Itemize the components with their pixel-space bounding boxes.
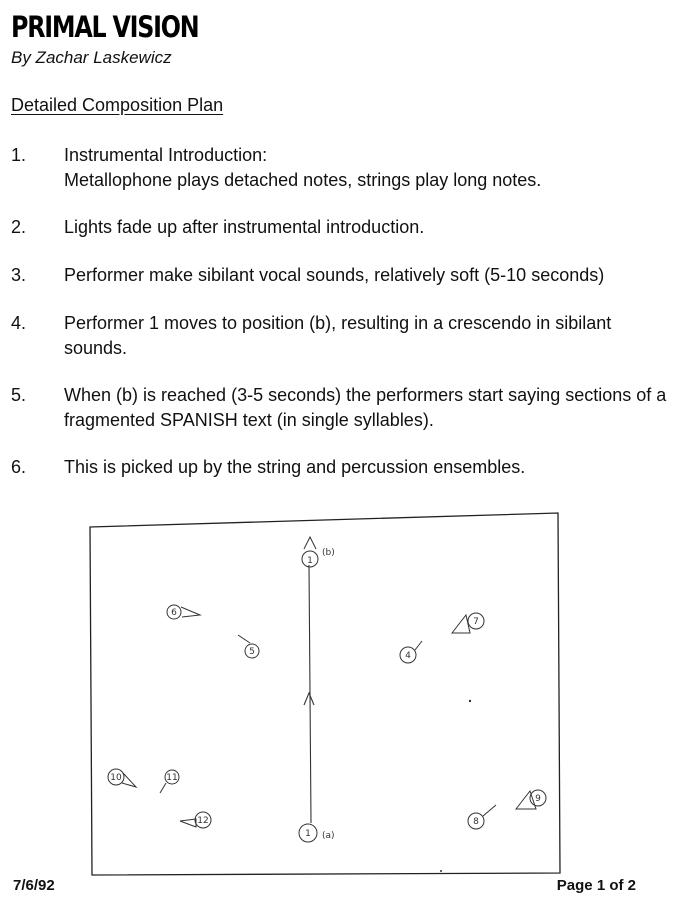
performer-label: 10 <box>110 773 122 783</box>
step-text: Performer 1 moves to position (b), resulting in a crescendo in sibilant sounds. <box>64 313 612 358</box>
position-label: (a) <box>322 831 335 841</box>
performer-label: 5 <box>249 647 255 657</box>
step-number: 6. <box>11 457 27 477</box>
plan-step <box>11 263 671 288</box>
performer-marker <box>238 635 259 658</box>
step-number: 3. <box>11 265 27 285</box>
document-title: PRIMAL VISION <box>11 10 199 44</box>
step-number: 4. <box>11 313 27 333</box>
step-number: 1. <box>11 145 27 165</box>
step-number: 2. <box>11 217 27 237</box>
step-text: Performer make sibilant vocal sounds, relatively soft (5-10 seconds) <box>64 265 605 285</box>
stage-dot <box>440 870 442 872</box>
step-text: Metallophone plays detached notes, strings play long notes. <box>64 170 542 190</box>
performer-marker <box>302 537 335 567</box>
performer-label: 12 <box>197 816 209 826</box>
performer-marker <box>180 812 211 828</box>
performer-marker <box>452 613 484 633</box>
plan-step <box>11 311 671 361</box>
plan-step <box>11 383 671 433</box>
performer-label: 11 <box>166 773 178 783</box>
stage-border <box>90 513 560 875</box>
step-text: Instrumental Introduction: <box>64 145 268 165</box>
step-text: When (b) is reached (3-5 seconds) the performers start saying sections of a fragmented SPANISH text (in single syllables). <box>64 385 667 430</box>
performer-marker <box>167 605 200 619</box>
performer-marker <box>108 769 136 787</box>
performer-marker <box>400 641 422 663</box>
performer-label: 6 <box>171 608 177 618</box>
author-line: By Zachar Laskewicz <box>11 48 172 67</box>
performer-label: 7 <box>473 617 479 627</box>
performer-label: 4 <box>405 651 411 661</box>
stage-diagram <box>78 505 568 880</box>
step-text: This is picked up by the string and percussion ensembles. <box>64 457 526 477</box>
plan-heading: Detailed Composition Plan <box>11 95 224 115</box>
plan-step <box>11 455 671 480</box>
performer-marker <box>516 790 546 809</box>
step-text: Lights fade up after instrumental introduction. <box>64 217 425 237</box>
footer-date: 7/6/92 <box>13 877 55 894</box>
performer-label: 1 <box>305 829 311 839</box>
stage-dot <box>469 700 471 702</box>
plan-step <box>11 143 671 193</box>
performer-marker <box>299 824 335 842</box>
performer-marker <box>160 770 179 793</box>
performer-label: 1 <box>307 556 313 566</box>
movement-arrowhead <box>304 693 314 705</box>
stage-diagram-svg <box>78 505 568 880</box>
step-number: 5. <box>11 385 27 405</box>
performer-label: 8 <box>473 817 479 827</box>
footer-page-number: Page 1 of 2 <box>556 877 636 894</box>
plan-step <box>11 215 671 240</box>
performer-marker <box>468 805 496 829</box>
performer-label: 9 <box>535 794 541 804</box>
position-label: (b) <box>322 548 335 558</box>
